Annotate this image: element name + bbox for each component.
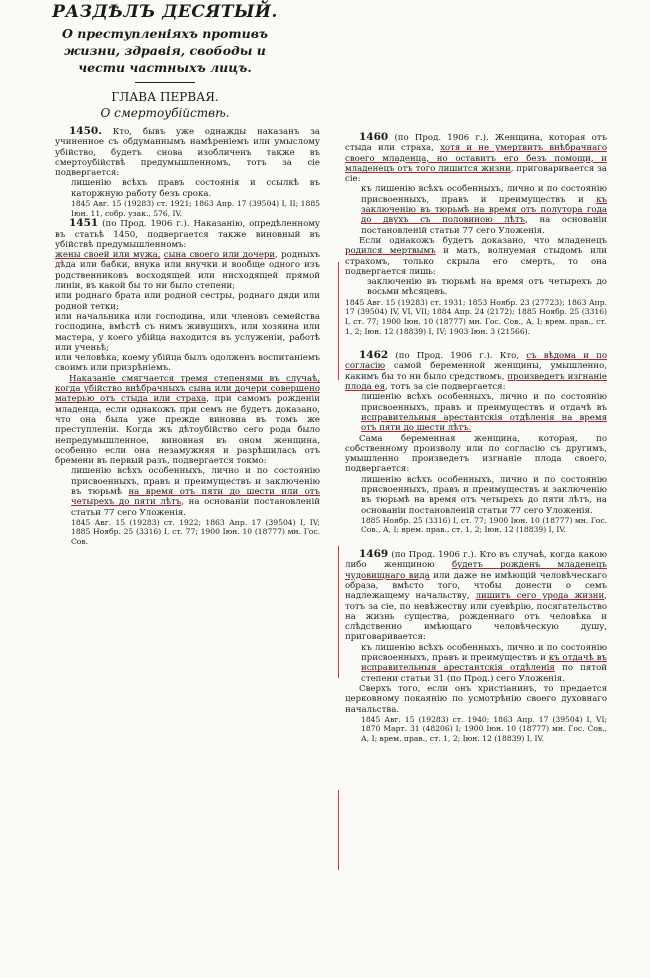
header-rule	[135, 82, 195, 83]
chapter-title: О смертоубійствѣ.	[100, 106, 230, 120]
article-1469	[345, 549, 607, 744]
article-penalty: лишенію всѣхъ особенныхъ, лично и по состоянію присвоенныхъ, правъ и преимуществъ и заключенію въ тюрьмѣ на время отъ четырехъ до пяти лѣтъ, на основаніи постановленій статьи 77 сего Уложенія.	[361, 474, 607, 516]
underlined-text: сына своего или дочери	[163, 250, 276, 261]
article-text: (по Прод. 1906 г.). Кто,	[395, 351, 520, 362]
chapter-heading: ГЛАВА ПЕРВАЯ.	[111, 90, 219, 104]
underlined-text: съ вѣдома и по согласію	[345, 351, 608, 372]
article-item: или начальника или господина, или членовъ семейства господина, вмѣстѣ съ нимъ живущихъ, или хозяина или мастера, у коего убійца находится въ услуженіи, работѣ или ученьѣ;	[55, 311, 320, 353]
article-item: или роднаго брата или родной сестры, роднаго дяди или родной тетки;	[55, 291, 320, 312]
article-text: Сама беременная женщина, которая, по собственному произволу или по согласію съ другимъ, умышленно произведетъ изгнаніе плода своего, подвергается:	[345, 433, 607, 475]
margin-mark	[338, 546, 339, 678]
article-1460	[345, 132, 607, 336]
right-column	[345, 132, 607, 744]
article-number: 1469	[359, 548, 389, 561]
section-title: РАЗДѢЛЪ ДЕСЯТЫЙ.	[52, 2, 278, 22]
article-number: 1451	[69, 217, 99, 230]
underlined-text: лишитъ сего урода жизни	[475, 591, 605, 602]
underlined-text: произведетъ изгнаніе плода ея	[345, 371, 608, 393]
margin-mark	[338, 790, 339, 870]
article-penalty: заключенію въ тюрьмѣ на время отъ четырехъ до восьми мѣсяцевъ.	[367, 277, 607, 298]
underlined-text: жены своей или мужа,	[55, 250, 161, 261]
article-text: по пятой степени статьи 31 (по Прод.) сего Уложенія.	[361, 663, 607, 684]
article-text: , родныхъ дѣда или бабки, внука или внучки и вообще одного изъ родственниковъ восходящей или нисходящей прямой линіи, въ какой бы то ни было степени;	[55, 250, 321, 292]
article-sources: 1845 Авг. 15 (19283) ст. 1931; 1853 Ноябр. 23 (27723); 1863 Апр. 17 (39504) IV, VI, VII; 1884 Апр. 24 (2172); 1885 Ноябр. 25 (3316) I, ст. 77; 1900 Іюн. 10 (18777) мн. Гос. Сов., А, I; врем. прав., ст. 1, 2; Іюн. 12 (18839) I, IV; 1903 Іюн. 3 (21566).	[345, 297, 607, 336]
article-text: Сверхъ того, если онъ христіанинъ, то предается церковному покаянію по усмотрѣнію своего духовнаго начальства.	[345, 683, 607, 715]
article-number: 1462	[359, 349, 389, 362]
article-sources: 1885 Ноябр. 25 (3316) I, ст. 77; 1900 Іюн. 10 (18777) мн. Гос. Сов., А, I; врем. прав., ст. 1, 2; Іюн. 12 (18839) I, IV.	[361, 515, 607, 535]
article-text: Кто, бывъ уже однажды наказанъ за учиненное съ обдуманнымъ намѣреніемъ или умыслому убійство, будетъ снова изобличенъ также въ смертоубійствѣ предумышленномъ, тотъ за сіе подвергается:	[55, 127, 321, 179]
margin-mark	[338, 262, 339, 380]
section-subtitle: О преступленіяхъ противъ жизни, здравія, свободы и чести частныхъ лицъ.	[61, 26, 268, 75]
article-sources: 1845 Авг. 15 (19283) ст. 1940; 1863 Апр. 17 (39504) I, VI; 1870 Март. 31 (48206) I; 1900 Іюн. 10 (18777) мн. Гос. Сов., А, I; врем. прав., ст. 1, 2; Іюн. 12 (18839) I, IV.	[361, 714, 607, 743]
article-penalty: лишенію всѣхъ особенныхъ, лично и по состоянію присвоенныхъ, правъ и преимуществъ и заключенію въ тюрьмѣ	[71, 466, 320, 497]
article-1462	[345, 350, 607, 535]
article-1450	[55, 126, 320, 218]
underlined-text: будетъ рожденъ младенецъ чудовищнаго вида	[345, 560, 607, 581]
article-sources: 1845 Авг. 15 (19283) ст. 1922; 1863 Апр. 17 (39504) I, IV; 1885 Ноябр. 25 (3316) I, ст. 77; 1900 Іюн. 10 (18777) мн. Гос. Сов.	[71, 517, 320, 547]
article-penalty: лишенію всѣхъ особенныхъ, лично и по состоянію присвоенныхъ, правъ и преимуществъ и отдачѣ въ	[361, 392, 607, 413]
page-header	[40, 2, 290, 121]
article-text: (по Прод. 1906 г.). Женщина, которая отъ стыда или страха,	[345, 133, 608, 154]
article-text: , при самомъ рожденіи младенца, если однакожъ при семъ не будетъ доказано, что она была уже прежде виновна въ томъ же преступленіи. Когда жъ дѣтоубійство сего рода было непредумышленное, виновная въ оном женщина, особенно если она незамужняя и разрѣшилась отъ бремени въ первый разъ, подвергается токмо:	[55, 394, 320, 467]
underlined-text: Наказаніе смягчается тремя степенями въ случаѣ, когда убійство внѣбрачныхъ сына или дочери совершено матерью отъ стыда или страха	[55, 373, 320, 405]
article-text: , на основаніи постановленій статьи 77 сего Уложенія.	[361, 215, 607, 236]
article-text: Если однакожъ будетъ доказано, что младенецъ	[359, 235, 607, 246]
underlined-text: къ отдачѣ въ исправительныя арестантскія отдѣленія	[361, 653, 607, 674]
article-text: (по Прод. 1906 г.). Наказанію, опредѣленному въ статьѣ 1450, подвергается также виновный въ убійствѣ предумышленномъ:	[55, 219, 320, 250]
article-1451	[55, 218, 320, 546]
underlined-text: хотя и не умертвитъ внѣбрачнаго своего младенца, но оставитъ его безъ помощи, и младенецъ отъ того лишится жизни	[345, 143, 607, 174]
underlined-text: родился мертвымъ	[345, 246, 436, 257]
underlined-text: на время отъ пяти до шести или отъ четырехъ до пяти лѣтъ	[71, 486, 320, 508]
article-text: , приговаривается за сіе:	[345, 163, 607, 185]
article-text: , на основаніи постановленій статьи 77 сего Уложенія.	[71, 497, 320, 518]
article-text: самой беременной женщины, умышленно, какимъ бы то ни было средствомъ,	[345, 361, 608, 382]
article-text: , тотъ за сіе, по невѣжеству или суевѣрію, посягательство на жизнь существа, рожденнаго отъ человѣка и слѣдственно имѣющаго человѣческую душу, приговаривается:	[345, 591, 607, 643]
article-penalty: къ лишенію всѣхъ особенныхъ, лично и по состоянію присвоенныхъ, правъ и преимуществъ и	[361, 184, 607, 205]
article-number: 1460	[359, 131, 389, 143]
article-penalty: лишенію всѣхъ правъ состоянія и ссылкѣ въ каторжную работу безъ срока.	[71, 178, 320, 199]
article-number: 1450.	[69, 125, 102, 137]
article-item: или человѣка, коему убійца былъ одолженъ воспитаніемъ своимъ или призрѣніемъ.	[55, 353, 320, 374]
left-column	[55, 126, 320, 547]
article-text: (по Прод. 1906 г.). Кто въ случаѣ, когда какою либо женщиною	[345, 550, 608, 571]
article-penalty: къ лишенію всѣхъ особенныхъ, лично и по состоянію присвоенныхъ, правъ и преимуществъ и	[361, 642, 607, 664]
article-text: или даже не имѣющій человѣческаго образа, вмѣсто того, чтобы донести о семъ надлежащему начальству,	[345, 570, 607, 602]
article-sources: 1845 Авг. 15 (19283) ст. 1921; 1863 Апр. 17 (39504) I, II; 1885 Іюн. 11, собр. узак., 576, IV.	[71, 199, 320, 218]
underlined-text: къ заключенію въ тюрьмѣ на время отъ полутора года до двухъ съ половиною лѣтъ	[361, 194, 607, 226]
article-text: и мать, волнуемая стыдомъ или страхомъ, только скрыла его смерть, то она подвергается лишь:	[345, 246, 607, 277]
underlined-text: исправительныя арестантскія отдѣленія на время отъ пяти до шести лѣтъ.	[361, 412, 607, 434]
article-text: , тотъ за сіе подвергается:	[385, 382, 506, 393]
